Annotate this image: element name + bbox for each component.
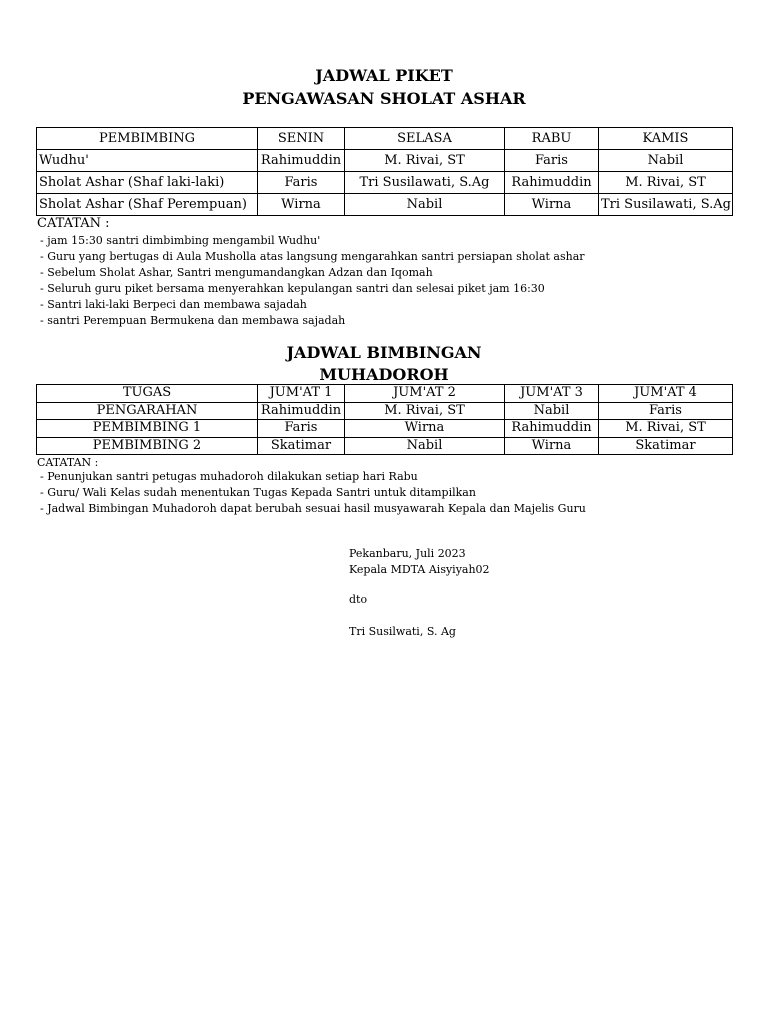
note-item: - Seluruh guru piket bersama menyerahkan kepulangan santri dan selesai piket jam 16:30 [40,282,545,295]
table-cell: Nabil [599,150,733,172]
table-cell: Faris [599,402,733,420]
table-cell: Faris [258,420,345,438]
table-cell: Nabil [345,437,505,455]
signatory-name: Tri Susilwati, S. Ag [349,625,456,638]
notes-list [40,469,586,517]
note-item: - Guru yang bertugas di Aula Musholla atas langsung mengarahkan santri persiapan sholat ashar [40,250,585,263]
muhadoroh-table [36,384,733,455]
table-cell: Skatimar [258,437,345,455]
note-item: - jam 15:30 santri dimbimbing mengambil Wudhu' [40,234,321,247]
table-cell: Rahimuddin [258,402,345,420]
header-cell: SENIN [258,128,345,150]
header-cell: SELASA [345,128,505,150]
table-cell: Tri Susilawati, S.Ag [599,194,733,216]
table-row [37,402,733,420]
header-cell: JUM'AT 3 [505,385,599,403]
note-item: - Sebelum Sholat Ashar, Santri mengumandangkan Adzan dan Iqomah [40,266,433,279]
table-cell: Rahimuddin [505,172,599,194]
table-cell: Wirna [258,194,345,216]
notes-list [40,233,585,329]
table-row [37,150,733,172]
table-cell: Tri Susilawati, S.Ag [345,172,505,194]
table-row [37,194,733,216]
header-cell: JUM'AT 4 [599,385,733,403]
row-label: Sholat Ashar (Shaf Perempuan) [37,194,258,216]
row-label: PENGARAHAN [37,402,258,420]
schedule-subtitle: MUHADOROH [319,365,449,384]
signature-mark: dto [349,593,368,606]
piket-table [36,127,733,216]
table-cell: Skatimar [599,437,733,455]
header-cell: RABU [505,128,599,150]
header-cell: TUGAS [37,385,258,403]
table-header-row [37,385,733,403]
table-cell: Wirna [505,437,599,455]
table-header-row [37,128,733,150]
note-item: - Penunjukan santri petugas muhadoroh dilakukan setiap hari Rabu [40,470,418,483]
signature-place-date: Pekanbaru, Juli 2023 [349,547,466,560]
catatan-label: CATATAN : [37,216,110,231]
table-cell: M. Rivai, ST [345,402,505,420]
table-cell: M. Rivai, ST [345,150,505,172]
table-cell: Wirna [345,420,505,438]
row-label: PEMBIMBING 1 [37,420,258,438]
table-cell: M. Rivai, ST [599,420,733,438]
table-row [37,437,733,455]
table-cell: M. Rivai, ST [599,172,733,194]
header-cell: PEMBIMBING [37,128,258,150]
schedule-title: JADWAL PIKET [315,66,453,85]
table-cell: Wirna [505,194,599,216]
row-label: Wudhu' [37,150,258,172]
schedule-title: JADWAL BIMBINGAN [286,343,482,362]
table-cell: Nabil [505,402,599,420]
note-item: - Santri laki-laki Berpeci dan membawa sajadah [40,298,307,311]
table-cell: Faris [258,172,345,194]
schedule-subtitle: PENGAWASAN SHOLAT ASHAR [242,89,526,108]
header-cell: JUM'AT 2 [345,385,505,403]
row-label: Sholat Ashar (Shaf laki-laki) [37,172,258,194]
signature-position: Kepala MDTA Aisyiyah02 [349,563,490,576]
catatan-label: CATATAN : [37,456,99,469]
note-item: - Jadwal Bimbingan Muhadoroh dapat berubah sesuai hasil musyawarah Kepala dan Majelis Guru [40,502,586,515]
note-item: - Guru/ Wali Kelas sudah menentukan Tugas Kepada Santri untuk ditampilkan [40,486,476,499]
table-cell: Rahimuddin [505,420,599,438]
table-cell: Rahimuddin [258,150,345,172]
table-row [37,172,733,194]
table-row [37,420,733,438]
note-item: - santri Perempuan Bermukena dan membawa sajadah [40,314,346,327]
header-cell: KAMIS [599,128,733,150]
table-cell: Faris [505,150,599,172]
row-label: PEMBIMBING 2 [37,437,258,455]
table-cell: Nabil [345,194,505,216]
header-cell: JUM'AT 1 [258,385,345,403]
